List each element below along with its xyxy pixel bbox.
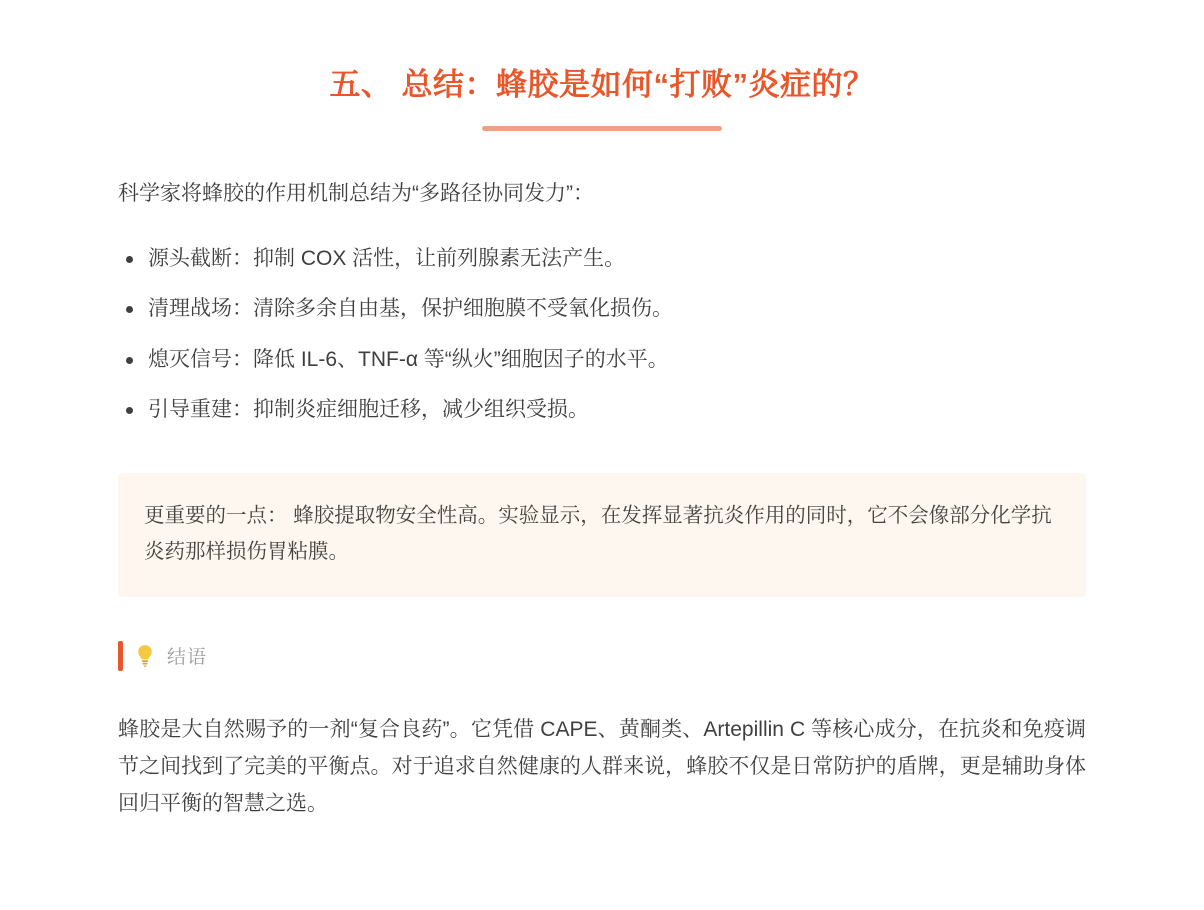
closing-paragraph: 蜂胶是大自然赐予的一剂“复合良药”。它凭借 CAPE、黄酮类、Artepillin C 等核心成分，在抗炎和免疫调节之间找到了完美的平衡点。对于追求自然健康的人群来说，蜂胶不仅是日常防护的盾牌，更是辅助身体回归平衡的智慧之选。	[118, 717, 1086, 816]
title-block	[0, 0, 1204, 131]
highlight-note-box	[118, 473, 1086, 597]
lead-paragraph: 科学家将蜂胶的作用机制总结为“多路径协同发力”：	[118, 182, 594, 206]
title-underline	[482, 126, 722, 131]
mechanism-list	[118, 243, 1086, 427]
page-title: 五、 总结：蜂胶是如何“打败”炎症的？	[329, 66, 875, 102]
highlight-note-text: 更重要的一点： 蜂胶提取物安全性高。实验显示，在发挥显著抗炎作用的同时，它不会像部分化学抗炎药那样损伤胃粘膜。	[144, 503, 1052, 563]
list-item: 引导重建：抑制炎症细胞迁移，减少组织受损。	[118, 394, 1086, 427]
list-item: 清理战场：清除多余自由基，保护细胞膜不受氧化损伤。	[118, 293, 1086, 326]
accent-bar	[118, 641, 123, 671]
article-content	[0, 177, 1204, 823]
list-item: 熄灭信号：降低 IL-6、TNF-α 等“纵火”细胞因子的水平。	[118, 344, 1086, 377]
lightbulb-icon	[134, 643, 156, 669]
list-item: 源头截断：抑制 COX 活性，让前列腺素无法产生。	[118, 243, 1086, 276]
section-marker	[118, 641, 1086, 671]
section-marker-label: 结语	[167, 647, 208, 669]
